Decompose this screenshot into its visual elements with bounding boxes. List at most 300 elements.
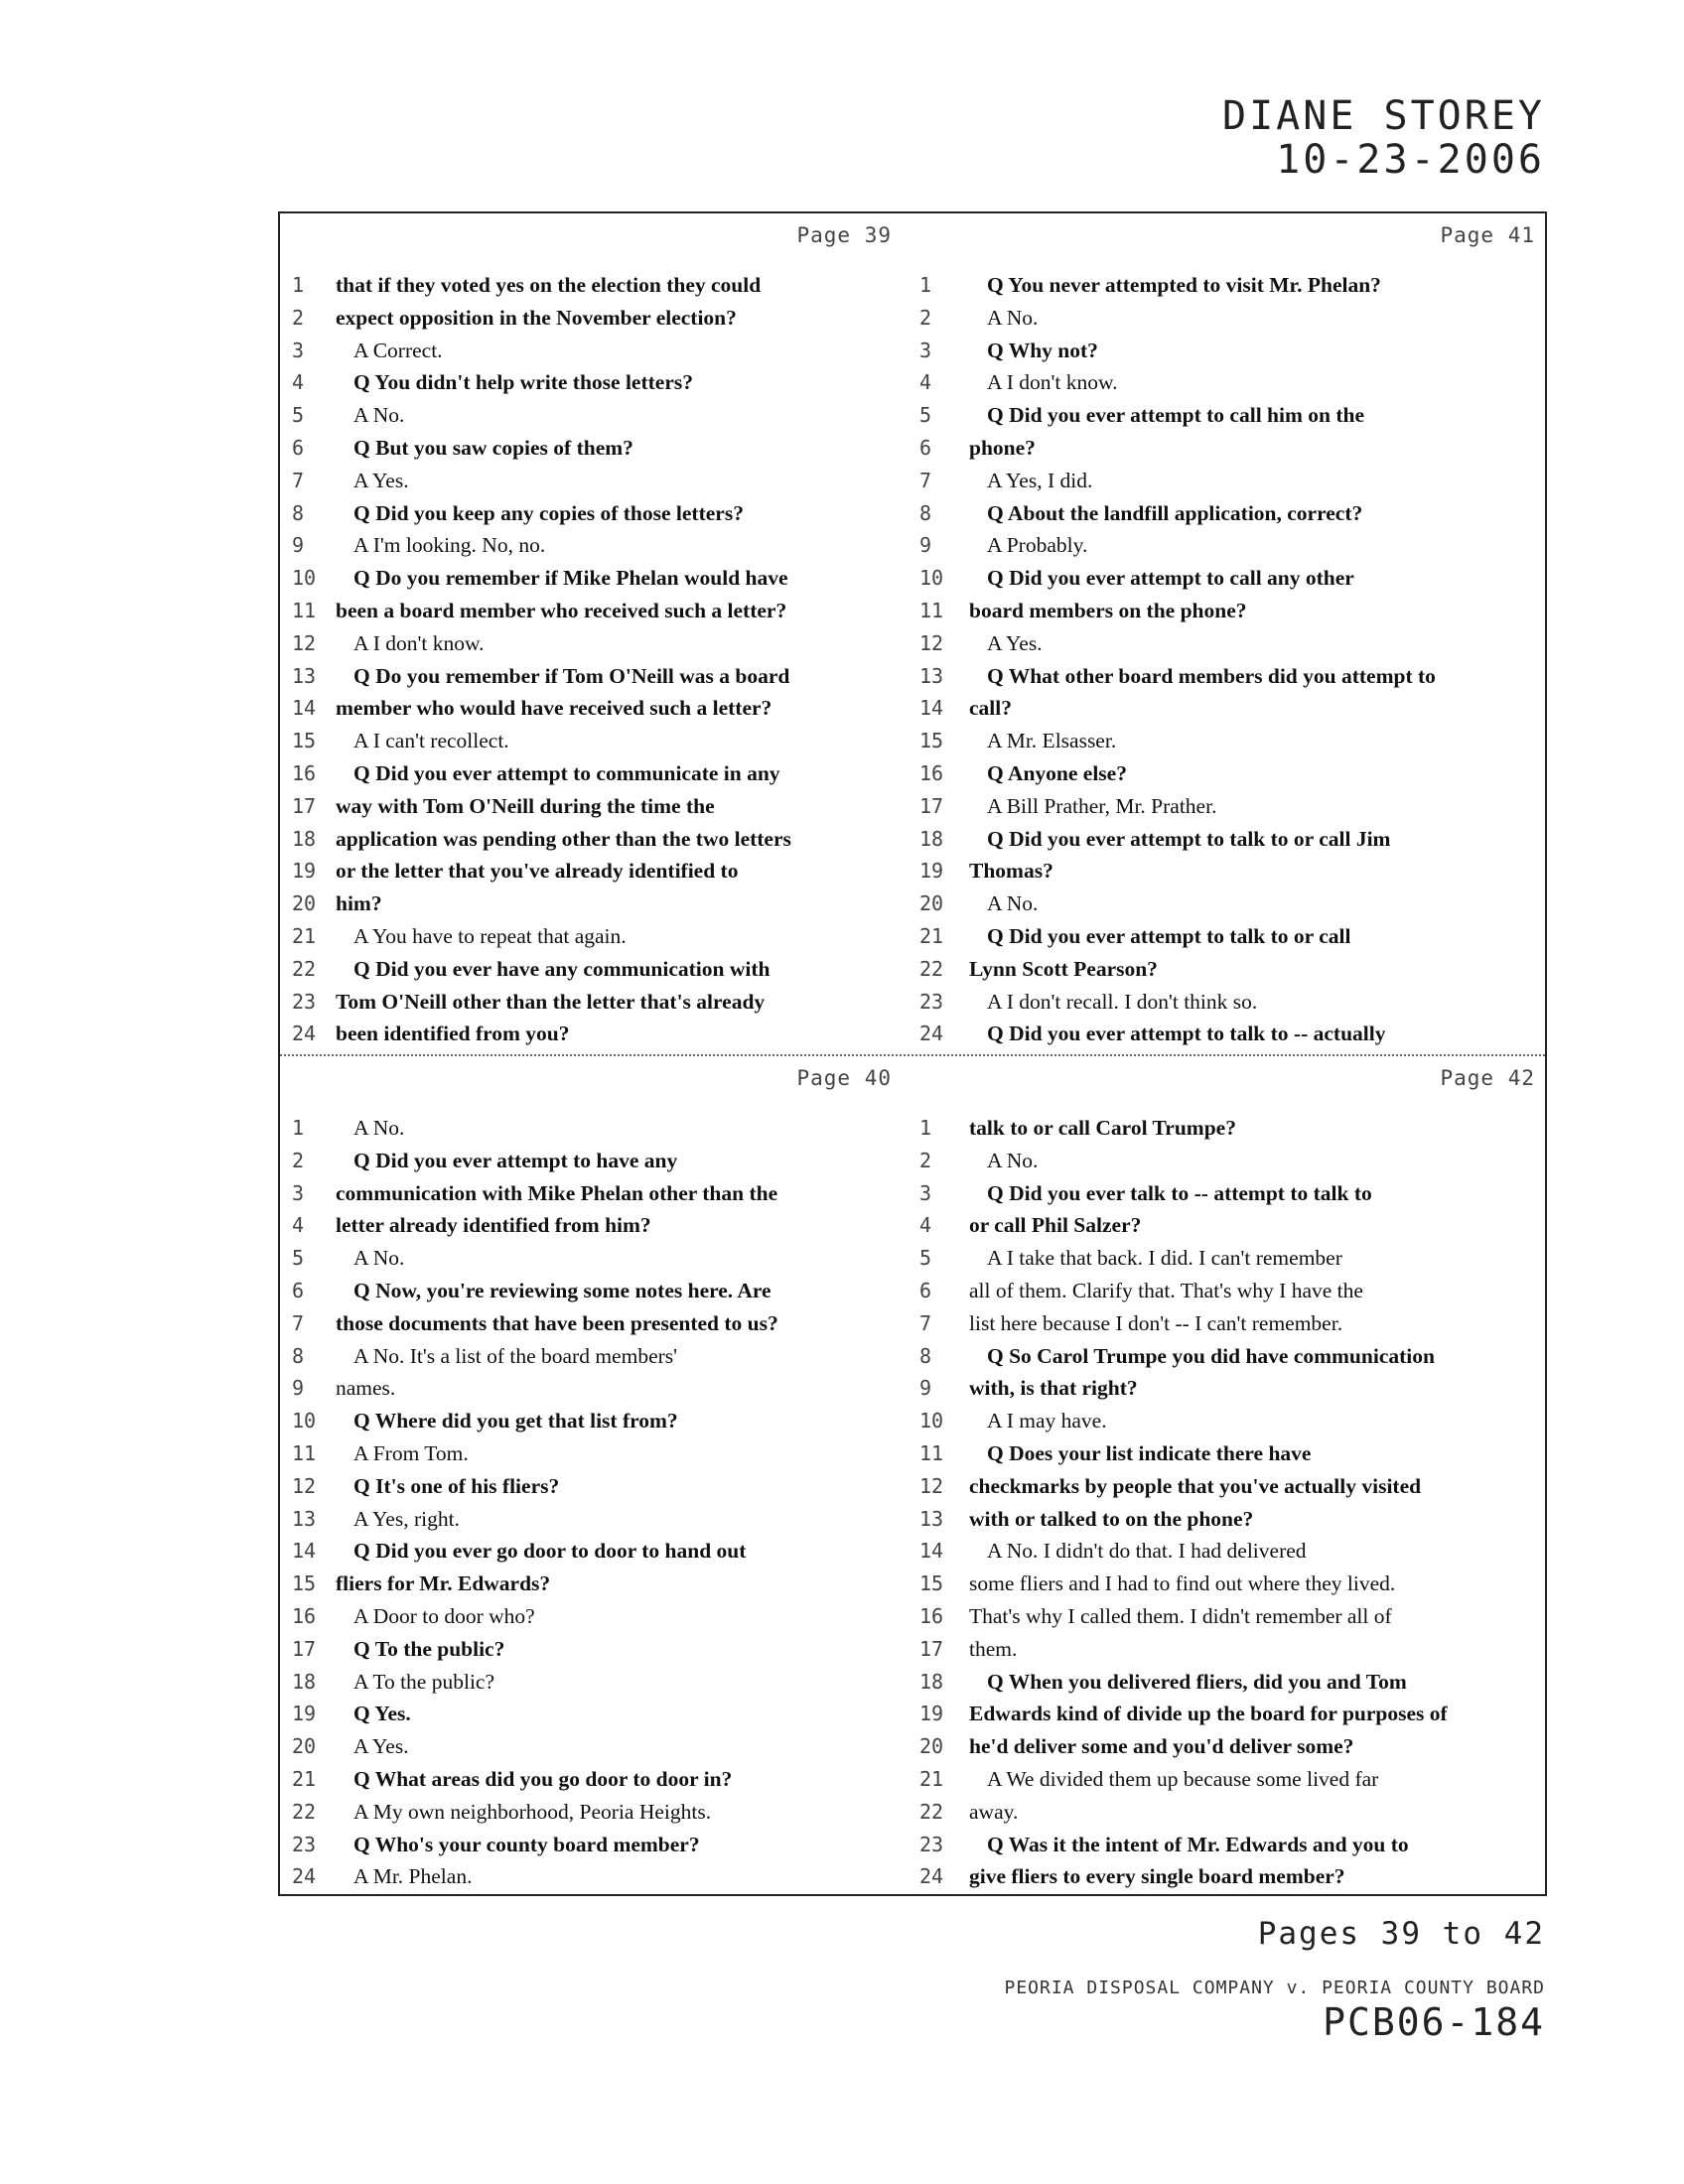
line-number: 22 <box>919 956 944 981</box>
line-number: 3 <box>919 1180 932 1205</box>
line-text: Q Did you ever go door to door to hand out <box>353 1539 747 1564</box>
line-number: 9 <box>292 1376 305 1401</box>
line-number: 3 <box>919 338 932 362</box>
line-number: 21 <box>292 1766 317 1791</box>
line-number: 7 <box>292 468 305 492</box>
line-number: 8 <box>292 1343 305 1368</box>
line-number: 11 <box>292 598 317 622</box>
transcript-line <box>919 304 1549 337</box>
line-text: A No. <box>353 1116 405 1140</box>
transcript-line <box>919 1407 1549 1439</box>
transcript-line <box>280 1505 906 1538</box>
line-number: 17 <box>292 793 317 818</box>
line-text: Q Did you ever have any communication with <box>353 956 771 981</box>
line-text: or call Phil Salzer? <box>969 1213 1142 1238</box>
line-list <box>280 271 906 1052</box>
line-text: that if they voted yes on the election they could <box>336 273 762 297</box>
transcript-line <box>919 1505 1549 1538</box>
transcript-line <box>919 1147 1549 1179</box>
line-number: 9 <box>919 1376 932 1401</box>
transcript-line <box>280 1211 906 1244</box>
line-text: with, is that right? <box>969 1376 1138 1401</box>
line-text: all of them. Clarify that. That's why I have the <box>969 1278 1363 1302</box>
line-text: A No. <box>353 403 405 428</box>
line-number: 18 <box>292 1669 317 1694</box>
line-text: A Mr. Phelan. <box>353 1864 473 1889</box>
line-number: 2 <box>292 1148 305 1172</box>
transcript-line <box>919 467 1549 499</box>
line-list <box>919 271 1549 1052</box>
line-number: 19 <box>919 859 944 884</box>
line-number: 14 <box>292 1539 317 1564</box>
line-number: 12 <box>919 1473 944 1498</box>
transcript-line <box>280 368 906 401</box>
transcript-line <box>280 1407 906 1439</box>
transcript-line <box>280 1147 906 1179</box>
line-number: 14 <box>919 1539 944 1564</box>
line-number: 17 <box>292 1636 317 1661</box>
line-text: Lynn Scott Pearson? <box>969 956 1158 981</box>
line-number: 18 <box>292 826 317 851</box>
line-number: 13 <box>292 663 317 688</box>
transcript-line <box>919 1765 1549 1798</box>
transcript-line <box>919 597 1549 629</box>
transcript-line <box>280 1374 906 1407</box>
line-text: A Probably. <box>987 533 1088 558</box>
line-text: A I may have. <box>987 1409 1107 1433</box>
line-text: or the letter that you've already identified to <box>336 859 739 884</box>
transcript-line <box>919 1472 1549 1505</box>
line-number: 16 <box>292 1603 317 1628</box>
line-text: Tom O'Neill other than the letter that's already <box>336 989 766 1014</box>
pages-range: Pages 39 to 42 <box>1257 1916 1545 1952</box>
transcript-line <box>280 629 906 662</box>
line-text: call? <box>969 696 1012 721</box>
line-text: expect opposition in the November election? <box>336 305 737 330</box>
line-text: A I don't recall. I don't think so. <box>987 989 1258 1014</box>
transcript-line <box>280 1020 906 1052</box>
line-number: 22 <box>292 1799 317 1824</box>
line-number: 19 <box>292 859 317 884</box>
line-text: Q But you saw copies of them? <box>353 435 633 460</box>
line-text: Q Do you remember if Tom O'Neill was a board <box>353 663 790 688</box>
transcript-line <box>280 1439 906 1472</box>
line-text: Q What areas did you go door to door in? <box>353 1766 733 1791</box>
line-text: A I can't recollect. <box>353 729 509 753</box>
transcript-line <box>919 792 1549 825</box>
line-list <box>919 1114 1549 1895</box>
line-text: away. <box>969 1799 1019 1824</box>
line-text: A Yes, I did. <box>987 468 1093 492</box>
page-label: Page 39 <box>796 223 892 247</box>
line-text: A We divided them up because some lived far <box>987 1766 1379 1791</box>
line-list <box>280 1114 906 1895</box>
line-text: That's why I called them. I didn't remember all of <box>969 1603 1392 1628</box>
transcript-line <box>919 1798 1549 1831</box>
line-text: Q Does your list indicate there have <box>987 1440 1312 1465</box>
transcript-line <box>919 337 1549 369</box>
line-number: 15 <box>292 1571 317 1596</box>
transcript-line <box>919 727 1549 759</box>
line-number: 2 <box>292 305 305 330</box>
witness-name: DIANE STOREY <box>1222 93 1545 139</box>
line-text: A No. I didn't do that. I had delivered <box>987 1539 1307 1564</box>
line-number: 8 <box>292 500 305 525</box>
line-text: A I'm looking. No, no. <box>353 533 546 558</box>
line-number: 24 <box>292 1022 317 1046</box>
deposition-date: 10-23-2006 <box>1276 137 1545 183</box>
transcript-line <box>919 1700 1549 1732</box>
line-number: 24 <box>919 1864 944 1889</box>
line-number: 6 <box>919 1278 932 1302</box>
transcript-line <box>919 1374 1549 1407</box>
line-text: Q Anyone else? <box>987 760 1127 785</box>
line-number: 21 <box>919 923 944 948</box>
transcript-line <box>919 857 1549 889</box>
line-text: Q Did you ever attempt to talk to or call <box>987 923 1351 948</box>
line-text: checkmarks by people that you've actually visited <box>969 1473 1422 1498</box>
transcript-line <box>280 1342 906 1375</box>
transcript-line <box>919 1439 1549 1472</box>
line-number: 5 <box>919 1246 932 1271</box>
line-text: Q Who's your county board member? <box>353 1832 700 1856</box>
line-text: Q You never attempted to visit Mr. Phelan? <box>987 273 1381 297</box>
line-number: 11 <box>919 1440 944 1465</box>
line-number: 21 <box>919 1766 944 1791</box>
line-number: 15 <box>919 729 944 753</box>
line-number: 6 <box>292 435 305 460</box>
transcript-line <box>280 1309 906 1342</box>
line-number: 5 <box>292 403 305 428</box>
transcript-line <box>280 337 906 369</box>
transcript-line <box>280 694 906 727</box>
line-text: Q It's one of his fliers? <box>353 1473 560 1498</box>
line-number: 8 <box>919 500 932 525</box>
line-number: 20 <box>919 1734 944 1759</box>
line-number: 17 <box>919 1636 944 1661</box>
line-text: A You have to repeat that again. <box>353 923 627 948</box>
line-text: Q Did you ever attempt to call any other <box>987 566 1354 591</box>
line-text: him? <box>336 891 382 916</box>
transcript-line <box>280 1732 906 1765</box>
transcript-line <box>919 955 1549 988</box>
line-text: been identified from you? <box>336 1022 570 1046</box>
line-text: A I take that back. I did. I can't remember <box>987 1246 1342 1271</box>
transcript-line <box>919 1732 1549 1765</box>
case-title: PEORIA DISPOSAL COMPANY v. PEORIA COUNTY BOARD <box>1004 1978 1545 1998</box>
line-number: 6 <box>919 435 932 460</box>
line-text: give fliers to every single board member? <box>969 1864 1345 1889</box>
transcript-line <box>919 1114 1549 1147</box>
line-number: 7 <box>919 468 932 492</box>
transcript-line <box>919 434 1549 467</box>
transcript-line <box>919 401 1549 434</box>
transcript-line <box>280 792 906 825</box>
line-number: 5 <box>292 1246 305 1271</box>
transcript-line <box>280 889 906 922</box>
line-text: A Mr. Elsasser. <box>987 729 1117 753</box>
line-text: letter already identified from him? <box>336 1213 651 1238</box>
line-text: A No. <box>987 305 1039 330</box>
line-text: Q Now, you're reviewing some notes here. Are <box>353 1278 772 1302</box>
page-label: Page 40 <box>796 1066 892 1090</box>
transcript-line <box>280 955 906 988</box>
line-number: 13 <box>919 1506 944 1531</box>
line-number: 3 <box>292 338 305 362</box>
line-number: 4 <box>292 370 305 395</box>
line-text: with or talked to on the phone? <box>969 1506 1254 1531</box>
line-number: 2 <box>919 1148 932 1172</box>
line-text: Q When you delivered fliers, did you and Tom <box>987 1669 1407 1694</box>
transcript-line <box>280 304 906 337</box>
line-text: Q To the public? <box>353 1636 505 1661</box>
transcript-line <box>280 1277 906 1309</box>
line-text: Q Yes. <box>353 1702 411 1726</box>
transcript-line <box>280 1831 906 1863</box>
line-number: 12 <box>919 630 944 655</box>
line-number: 13 <box>292 1506 317 1531</box>
line-number: 15 <box>292 729 317 753</box>
line-number: 10 <box>292 1409 317 1433</box>
line-number: 17 <box>919 793 944 818</box>
line-number: 7 <box>292 1310 305 1335</box>
line-number: 19 <box>292 1702 317 1726</box>
line-number: 8 <box>919 1343 932 1368</box>
line-number: 1 <box>292 1116 305 1140</box>
line-text: fliers for Mr. Edwards? <box>336 1571 551 1596</box>
transcript-line <box>919 1179 1549 1212</box>
line-text: list here because I don't -- I can't remember. <box>969 1310 1343 1335</box>
line-number: 15 <box>919 1571 944 1596</box>
line-text: been a board member who received such a letter? <box>336 598 787 622</box>
line-text: A I don't know. <box>987 370 1118 395</box>
transcript-line <box>919 1020 1549 1052</box>
line-number: 24 <box>919 1022 944 1046</box>
line-text: A My own neighborhood, Peoria Heights. <box>353 1799 712 1824</box>
transcript-line <box>919 988 1549 1021</box>
transcript-line <box>280 825 906 858</box>
transcript-line <box>280 1668 906 1701</box>
line-text: A Yes. <box>353 1734 409 1759</box>
line-number: 23 <box>292 989 317 1014</box>
line-number: 10 <box>919 566 944 591</box>
line-text: Q Do you remember if Mike Phelan would have <box>353 566 788 591</box>
line-number: 12 <box>292 630 317 655</box>
line-number: 11 <box>919 598 944 622</box>
line-number: 1 <box>292 273 305 297</box>
transcript-line <box>280 662 906 695</box>
transcript-line <box>280 988 906 1021</box>
line-number: 12 <box>292 1473 317 1498</box>
line-number: 13 <box>919 663 944 688</box>
line-number: 16 <box>919 760 944 785</box>
transcript-line <box>280 857 906 889</box>
transcript-line <box>919 662 1549 695</box>
line-text: A I don't know. <box>353 630 485 655</box>
line-number: 23 <box>292 1832 317 1856</box>
line-text: A No. <box>353 1246 405 1271</box>
line-text: A Yes. <box>987 630 1043 655</box>
transcript-line <box>280 499 906 532</box>
line-number: 4 <box>919 1213 932 1238</box>
transcript-line <box>919 759 1549 792</box>
transcript-line <box>280 1472 906 1505</box>
line-number: 14 <box>292 696 317 721</box>
line-number: 1 <box>919 273 932 297</box>
line-number: 9 <box>919 533 932 558</box>
case-number: PCB06-184 <box>1323 2000 1545 2044</box>
line-text: A Yes. <box>353 468 409 492</box>
line-number: 11 <box>292 1440 317 1465</box>
transcript-line <box>280 271 906 304</box>
line-text: A No. <box>987 891 1039 916</box>
line-number: 9 <box>292 533 305 558</box>
transcript-line <box>919 1570 1549 1602</box>
line-text: A Correct. <box>353 338 443 362</box>
transcript-frame <box>278 211 1547 1896</box>
transcript-line <box>919 1602 1549 1635</box>
line-text: names. <box>336 1376 396 1401</box>
transcript-line <box>919 1635 1549 1668</box>
transcript-line <box>280 564 906 597</box>
line-text: Q Why not? <box>987 338 1098 362</box>
line-text: Thomas? <box>969 859 1053 884</box>
line-text: A From Tom. <box>353 1440 469 1465</box>
line-number: 18 <box>919 1669 944 1694</box>
transcript-line <box>919 1309 1549 1342</box>
transcript-line <box>919 922 1549 955</box>
line-text: Q Was it the intent of Mr. Edwards and you to <box>987 1832 1409 1856</box>
transcript-line <box>919 1862 1549 1895</box>
transcript-line <box>280 1700 906 1732</box>
line-text: A Door to door who? <box>353 1603 535 1628</box>
line-text: Edwards kind of divide up the board for purposes of <box>969 1702 1448 1726</box>
line-text: he'd deliver some and you'd deliver some? <box>969 1734 1354 1759</box>
line-number: 7 <box>919 1310 932 1335</box>
line-text: Q Did you ever attempt to communicate in any <box>353 760 780 785</box>
transcript-line <box>280 1765 906 1798</box>
line-text: way with Tom O'Neill during the time the <box>336 793 715 818</box>
transcript-line <box>280 434 906 467</box>
line-text: A Yes, right. <box>353 1506 460 1531</box>
line-text: Q So Carol Trumpe you did have communication <box>987 1343 1435 1368</box>
line-number: 20 <box>292 891 317 916</box>
transcript-line <box>919 1831 1549 1863</box>
transcript-line <box>919 1277 1549 1309</box>
line-text: phone? <box>969 435 1036 460</box>
transcript-line <box>919 1537 1549 1570</box>
line-number: 16 <box>919 1603 944 1628</box>
line-text: A No. It's a list of the board members' <box>353 1343 678 1368</box>
line-number: 20 <box>292 1734 317 1759</box>
line-number: 24 <box>292 1864 317 1889</box>
transcript-line <box>280 1635 906 1668</box>
transcript-line <box>280 467 906 499</box>
line-number: 6 <box>292 1278 305 1302</box>
transcript-line <box>919 825 1549 858</box>
line-text: board members on the phone? <box>969 598 1247 622</box>
line-text: Q Did you ever attempt to call him on the <box>987 403 1364 428</box>
line-number: 22 <box>919 1799 944 1824</box>
line-number: 20 <box>919 891 944 916</box>
transcript-line <box>919 694 1549 727</box>
transcript-line <box>919 564 1549 597</box>
transcript-line <box>919 499 1549 532</box>
transcript-line <box>280 1602 906 1635</box>
transcript-line <box>919 1211 1549 1244</box>
line-text: Q Did you ever attempt to talk to -- actually <box>987 1022 1386 1046</box>
page-divider <box>280 1054 1545 1056</box>
line-number: 10 <box>292 566 317 591</box>
transcript-line <box>280 1114 906 1147</box>
line-number: 14 <box>919 696 944 721</box>
transcript-line <box>280 727 906 759</box>
line-text: member who would have received such a letter? <box>336 696 772 721</box>
transcript-line <box>919 271 1549 304</box>
line-text: A Bill Prather, Mr. Prather. <box>987 793 1217 818</box>
line-number: 1 <box>919 1116 932 1140</box>
line-number: 23 <box>919 1832 944 1856</box>
transcript-line <box>919 889 1549 922</box>
transcript-line <box>280 401 906 434</box>
line-text: Q Did you ever attempt to talk to or call Jim <box>987 826 1391 851</box>
transcript-line <box>280 1179 906 1212</box>
line-text: Q Where did you get that list from? <box>353 1409 678 1433</box>
transcript-line <box>919 1668 1549 1701</box>
line-number: 23 <box>919 989 944 1014</box>
line-text: communication with Mike Phelan other than the <box>336 1180 778 1205</box>
line-number: 4 <box>919 370 932 395</box>
line-text: Q About the landfill application, correct? <box>987 500 1363 525</box>
line-number: 10 <box>919 1409 944 1433</box>
line-number: 19 <box>919 1702 944 1726</box>
line-number: 16 <box>292 760 317 785</box>
line-text: talk to or call Carol Trumpe? <box>969 1116 1236 1140</box>
line-number: 3 <box>292 1180 305 1205</box>
transcript-line <box>280 531 906 564</box>
line-text: A To the public? <box>353 1669 495 1694</box>
page-label: Page 42 <box>1440 1066 1535 1090</box>
page-label: Page 41 <box>1440 223 1535 247</box>
line-text: those documents that have been presented to us? <box>336 1310 778 1335</box>
transcript-line <box>919 629 1549 662</box>
line-number: 22 <box>292 956 317 981</box>
transcript-line <box>919 531 1549 564</box>
transcript-line <box>280 597 906 629</box>
line-text: Q Did you ever talk to -- attempt to talk to <box>987 1180 1372 1205</box>
transcript-line <box>280 1862 906 1895</box>
transcript-line <box>280 1570 906 1602</box>
line-text: application was pending other than the two letters <box>336 826 791 851</box>
transcript-line <box>919 368 1549 401</box>
transcript-line <box>919 1342 1549 1375</box>
transcript-line <box>280 1798 906 1831</box>
transcript-line <box>919 1244 1549 1277</box>
line-number: 18 <box>919 826 944 851</box>
line-text: some fliers and I had to find out where they lived. <box>969 1571 1396 1596</box>
line-number: 5 <box>919 403 932 428</box>
transcript-line <box>280 922 906 955</box>
transcript-line <box>280 1244 906 1277</box>
line-number: 2 <box>919 305 932 330</box>
line-text: them. <box>969 1636 1018 1661</box>
transcript-line <box>280 1537 906 1570</box>
line-text: A No. <box>987 1148 1039 1172</box>
line-text: Q Did you ever attempt to have any <box>353 1148 678 1172</box>
transcript-line <box>280 759 906 792</box>
line-text: Q Did you keep any copies of those letters? <box>353 500 744 525</box>
line-number: 4 <box>292 1213 305 1238</box>
